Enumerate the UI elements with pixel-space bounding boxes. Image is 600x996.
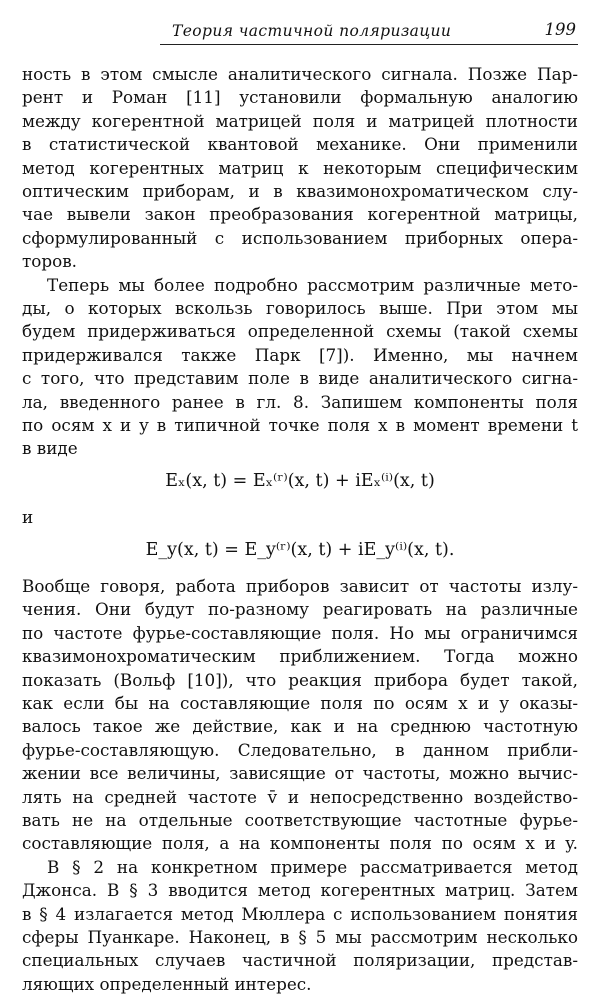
text-line: как если бы на составляющие поля по осям x и y оказы- (22, 693, 578, 713)
text-line: ды, о которых вскользь говорилось выше. При этом мы (22, 298, 578, 318)
text-line: ляющих определенный интерес. (22, 973, 312, 994)
text-line: составляющие поля, а на компоненты поля по осям x и y. (22, 833, 578, 854)
text-line: и (22, 507, 34, 528)
text-line: с того, что представим поле в виде аналитического сигна- (22, 368, 578, 389)
text-line: метод когерентных матриц к некоторым специфическим (22, 157, 578, 178)
text-line: квазимонохроматическим приближением. Тогда можно (22, 646, 578, 667)
page-number: 199 (544, 20, 576, 39)
running-head (160, 16, 578, 45)
text-line: оптическим приборам, и в квазимонохроматическом слу- (22, 181, 578, 201)
text-line: сферы Пуанкаре. Наконец, в § 5 мы рассмотрим несколько (22, 927, 578, 947)
chapter-title: Теория частичной поляризации (172, 22, 452, 40)
text-line: по частоте фурье-составляющие поля. Но мы ограничимся (22, 622, 578, 643)
text-line: придерживался также Парк [7]). Именно, мы начнем (22, 344, 578, 365)
text-line: Джонса. В § 3 вводится метод когерентных матриц. Затем (22, 880, 578, 901)
text-line: в § 4 излагается метод Мюллера с использованием понятия (22, 903, 578, 924)
text-line: рент и Роман [11] установили формальную аналогию (22, 87, 578, 108)
text-line: вать не на отдельные соответствующие частотные фурье- (22, 810, 578, 830)
text-line: Вообще говоря, работа приборов зависит от частоты излу- (22, 576, 578, 596)
text-line: валось такое же действие, как и на среднюю частотную (22, 716, 578, 737)
text-line: ла, введенного ранее в гл. 8. Запишем компоненты поля (22, 391, 578, 412)
text-line: в виде (22, 438, 78, 459)
text-line: по осям x и y в типичной точке поля x в момент времени t (22, 415, 578, 435)
text-line: В § 2 на конкретном примере рассматривается метод (47, 856, 578, 877)
text-line: торов. (22, 251, 78, 272)
text-line: показать (Вольф [10]), что реакция прибора будет такой, (22, 669, 578, 690)
text-line: фурье-составляющую. Следовательно, в данном прибли- (22, 739, 578, 760)
text-line: лять на средней частоте v̄ и непосредственно воздейство- (22, 786, 578, 807)
text-line: чае вывели закон преобразования когерентной матрицы, (22, 204, 578, 225)
text-line: Теперь мы более подробно рассмотрим различные мето- (47, 274, 578, 295)
text-line: сформулированный с использованием приборных опера- (22, 227, 578, 248)
text-line: в статистической квантовой механике. Они применили (22, 134, 578, 155)
text-line: специальных случаев частичной поляризации, представ- (22, 950, 578, 971)
text-line: будем придерживаться определенной схемы (такой схемы (22, 321, 578, 342)
equation-ey: E_y(x, t) = E_y⁽ʳ⁾(x, t) + iE_y⁽ⁱ⁾(x, t). (145, 539, 455, 560)
text-line: чения. Они будут по-разному реагировать на различные (22, 599, 578, 620)
text-line: между когерентной матрицей поля и матрицей плотности (22, 110, 578, 131)
text-line: ность в этом смысле аналитического сигнала. Позже Пар- (22, 64, 578, 84)
equation-ex: Eₓ(x, t) = Eₓ⁽ʳ⁾(x, t) + iEₓ⁽ⁱ⁾(x, t) (165, 470, 435, 491)
text-line: жении все величины, зависящие от частоты, можно вычис- (22, 763, 578, 784)
